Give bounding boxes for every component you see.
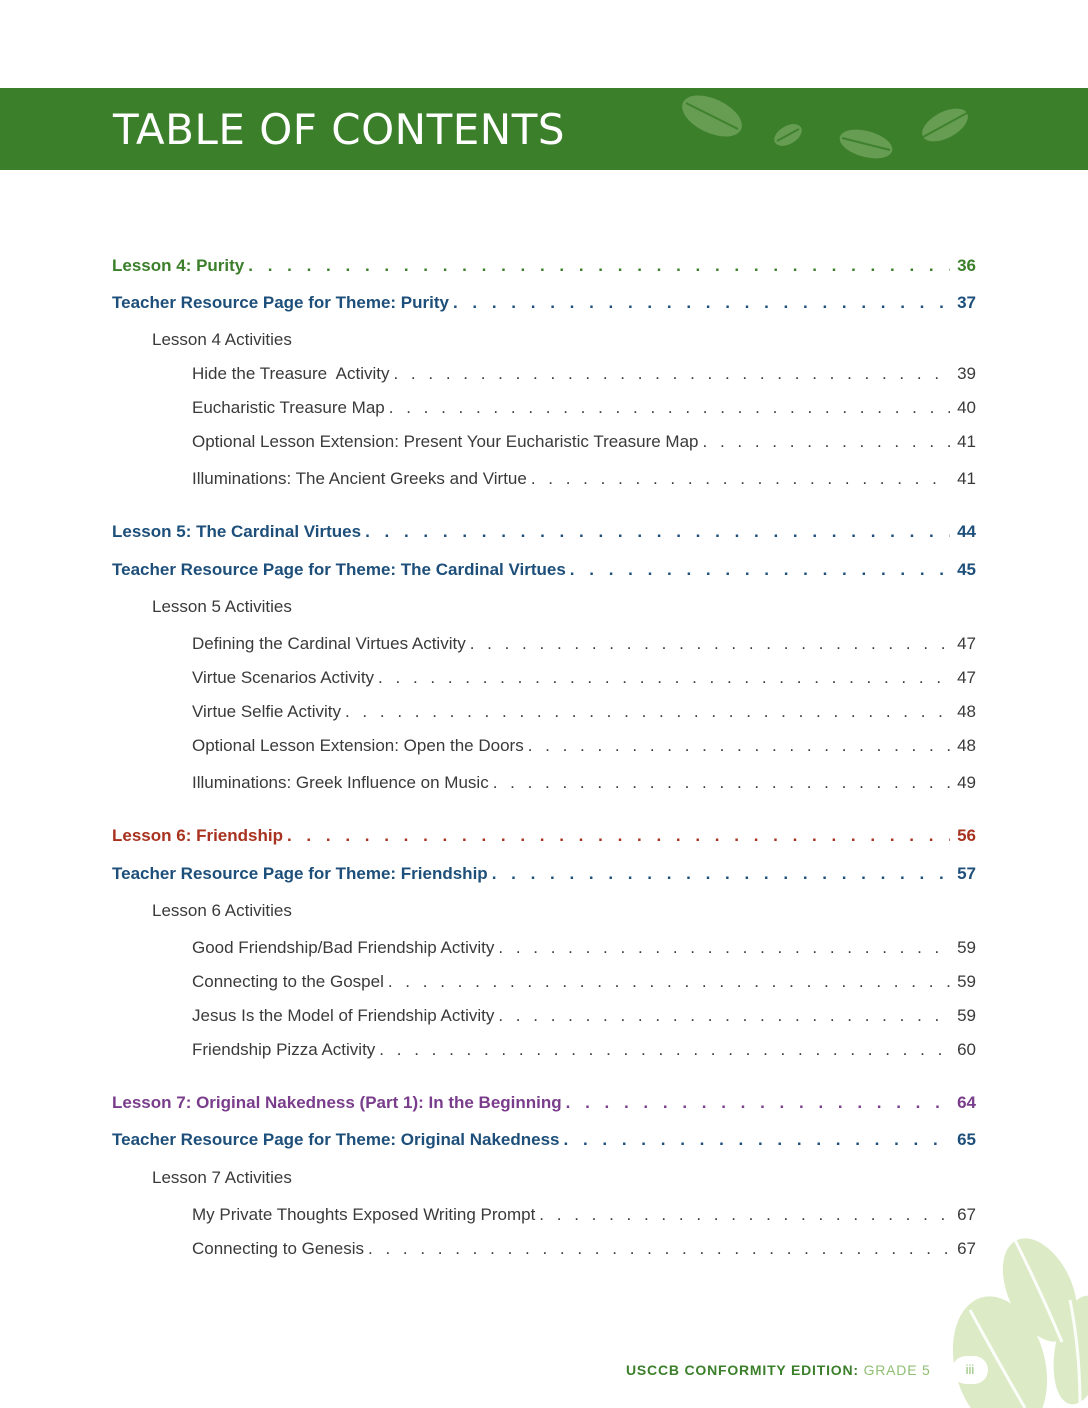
leader-dots bbox=[531, 468, 950, 490]
toc-entry-page: 67 bbox=[957, 1239, 976, 1258]
leaf-decoration-icon bbox=[660, 88, 990, 170]
toc-activity-entry[interactable] bbox=[192, 937, 976, 959]
leader-dots bbox=[528, 735, 950, 757]
leader-dots bbox=[388, 971, 950, 993]
toc-entry-title: Teacher Resource Page for Theme: The Cardinal Virtues bbox=[112, 560, 566, 579]
toc-entry-page: 60 bbox=[957, 1040, 976, 1059]
footer-edition bbox=[626, 1361, 931, 1379]
toc-entry-page: 67 bbox=[957, 1205, 976, 1224]
leader-dots bbox=[703, 431, 950, 453]
toc-activity-entry[interactable] bbox=[192, 772, 976, 794]
toc-activity-entry[interactable] bbox=[192, 468, 976, 490]
toc-entry-title: Teacher Resource Page for Theme: Friendship bbox=[112, 864, 488, 883]
toc-activity-entry[interactable] bbox=[192, 971, 976, 993]
toc-entry-title: Connecting to Genesis bbox=[192, 1239, 364, 1258]
toc-activity-entry[interactable] bbox=[192, 431, 976, 453]
toc-entry-page: 47 bbox=[957, 668, 976, 687]
leader-dots bbox=[564, 1129, 950, 1151]
header-banner bbox=[0, 88, 1088, 170]
toc-activity-entry[interactable] bbox=[192, 633, 976, 655]
footer-grade: GRADE 5 bbox=[863, 1362, 931, 1378]
toc-entry-teacher-resource-cardinal-virtues[interactable] bbox=[112, 559, 976, 581]
toc-entry-title: Teacher Resource Page for Theme: Purity bbox=[112, 293, 449, 312]
leader-dots bbox=[498, 1005, 950, 1027]
toc-entry-title: Eucharistic Treasure Map bbox=[192, 398, 385, 417]
leader-dots bbox=[379, 1039, 950, 1061]
toc-entry-page: 45 bbox=[957, 560, 976, 579]
toc-entry-title: My Private Thoughts Exposed Writing Prompt bbox=[192, 1205, 536, 1224]
toc-entry-page: 41 bbox=[957, 469, 976, 488]
footer-edition-label: USCCB CONFORMITY EDITION: bbox=[626, 1362, 859, 1378]
toc-entry-page: 59 bbox=[957, 1006, 976, 1025]
toc-entry-title: Virtue Scenarios Activity bbox=[192, 668, 375, 687]
toc-entry-title: Connecting to the Gospel bbox=[192, 972, 384, 991]
toc-activity-entry[interactable] bbox=[192, 397, 976, 419]
toc-entry-page: 57 bbox=[957, 864, 976, 883]
toc-entry-page: 44 bbox=[957, 522, 976, 541]
leader-dots bbox=[453, 292, 950, 314]
toc-activity-entry[interactable] bbox=[192, 1238, 976, 1260]
leader-dots bbox=[345, 701, 950, 723]
leader-dots bbox=[393, 363, 950, 385]
activities-heading-lesson-7: Lesson 7 Activities bbox=[152, 1168, 292, 1187]
toc-activity-entry[interactable] bbox=[192, 1204, 976, 1226]
toc-entry-lesson-7[interactable] bbox=[112, 1092, 976, 1114]
leader-dots bbox=[570, 559, 950, 581]
toc-entry-lesson-5[interactable] bbox=[112, 521, 976, 543]
toc-entry-title: Illuminations: The Ancient Greeks and Virtue bbox=[192, 469, 527, 488]
page-title: TABLE OF CONTENTS bbox=[113, 105, 566, 154]
toc-entry-lesson-6[interactable] bbox=[112, 825, 976, 847]
toc-entry-title: Defining the Cardinal Virtues Activity bbox=[192, 634, 466, 653]
toc-activity-entry[interactable] bbox=[192, 735, 976, 757]
leader-dots bbox=[368, 1238, 950, 1260]
toc-entry-page: 64 bbox=[957, 1093, 976, 1112]
toc-entry-title: Optional Lesson Extension: Open the Doors bbox=[192, 736, 524, 755]
toc-entry-page: 36 bbox=[957, 256, 976, 275]
toc-activity-entry[interactable] bbox=[192, 667, 976, 689]
leader-dots bbox=[566, 1092, 950, 1114]
leader-dots bbox=[378, 667, 950, 689]
toc-activity-entry[interactable] bbox=[192, 701, 976, 723]
toc-entry-page: 37 bbox=[957, 293, 976, 312]
toc-entry-title: Jesus Is the Model of Friendship Activity bbox=[192, 1006, 495, 1025]
toc-entry-title: Lesson 5: The Cardinal Virtues bbox=[112, 522, 362, 541]
toc-entry-title: Optional Lesson Extension: Present Your Eucharistic Treasure Map bbox=[192, 432, 699, 451]
activities-heading-lesson-5: Lesson 5 Activities bbox=[152, 597, 292, 616]
toc-entry-page: 56 bbox=[957, 826, 976, 845]
toc-entry-page: 49 bbox=[957, 773, 976, 792]
toc-activity-entry[interactable] bbox=[192, 1005, 976, 1027]
toc-entry-title: Lesson 7: Original Nakedness (Part 1): In the Beginning bbox=[112, 1093, 562, 1112]
leader-dots bbox=[248, 255, 950, 277]
toc-entry-teacher-resource-original-nakedness[interactable] bbox=[112, 1129, 976, 1151]
toc-entry-page: 47 bbox=[957, 634, 976, 653]
toc-entry-page: 41 bbox=[957, 432, 976, 451]
leader-dots bbox=[539, 1204, 950, 1226]
toc-activity-entry[interactable] bbox=[192, 1039, 976, 1061]
toc-entry-page: 48 bbox=[957, 736, 976, 755]
toc-entry-title: Illuminations: Greek Influence on Music bbox=[192, 773, 489, 792]
toc-entry-page: 48 bbox=[957, 702, 976, 721]
leader-dots bbox=[492, 863, 950, 885]
toc-entry-teacher-resource-friendship[interactable] bbox=[112, 863, 976, 885]
toc-entry-page: 40 bbox=[957, 398, 976, 417]
toc-entry-page: 59 bbox=[957, 938, 976, 957]
toc-entry-title: Teacher Resource Page for Theme: Original Nakedness bbox=[112, 1130, 560, 1149]
toc-entry-title: Hide the Treasure Activity bbox=[192, 364, 390, 383]
leader-dots bbox=[389, 397, 950, 419]
toc-entry-page: 39 bbox=[957, 364, 976, 383]
toc-entry-page: 59 bbox=[957, 972, 976, 991]
activities-heading-lesson-4: Lesson 4 Activities bbox=[152, 330, 292, 349]
toc-entry-lesson-4[interactable] bbox=[112, 255, 976, 277]
leaf-decoration-icon bbox=[930, 1230, 1088, 1408]
leader-dots bbox=[493, 772, 950, 794]
toc-entry-title: Lesson 6: Friendship bbox=[112, 826, 283, 845]
leader-dots bbox=[365, 521, 950, 543]
toc-entry-title: Virtue Selfie Activity bbox=[192, 702, 341, 721]
toc-entry-page: 65 bbox=[957, 1130, 976, 1149]
leader-dots bbox=[498, 937, 950, 959]
toc-entry-title: Lesson 4: Purity bbox=[112, 256, 245, 275]
toc-activity-entry[interactable] bbox=[192, 363, 976, 385]
leader-dots bbox=[470, 633, 950, 655]
page-number: iii bbox=[952, 1356, 988, 1384]
toc-entry-teacher-resource-purity[interactable] bbox=[112, 292, 976, 314]
toc-entry-title: Good Friendship/Bad Friendship Activity bbox=[192, 938, 495, 957]
activities-heading-lesson-6: Lesson 6 Activities bbox=[152, 901, 292, 920]
toc-entry-title: Friendship Pizza Activity bbox=[192, 1040, 376, 1059]
leader-dots bbox=[287, 825, 950, 847]
